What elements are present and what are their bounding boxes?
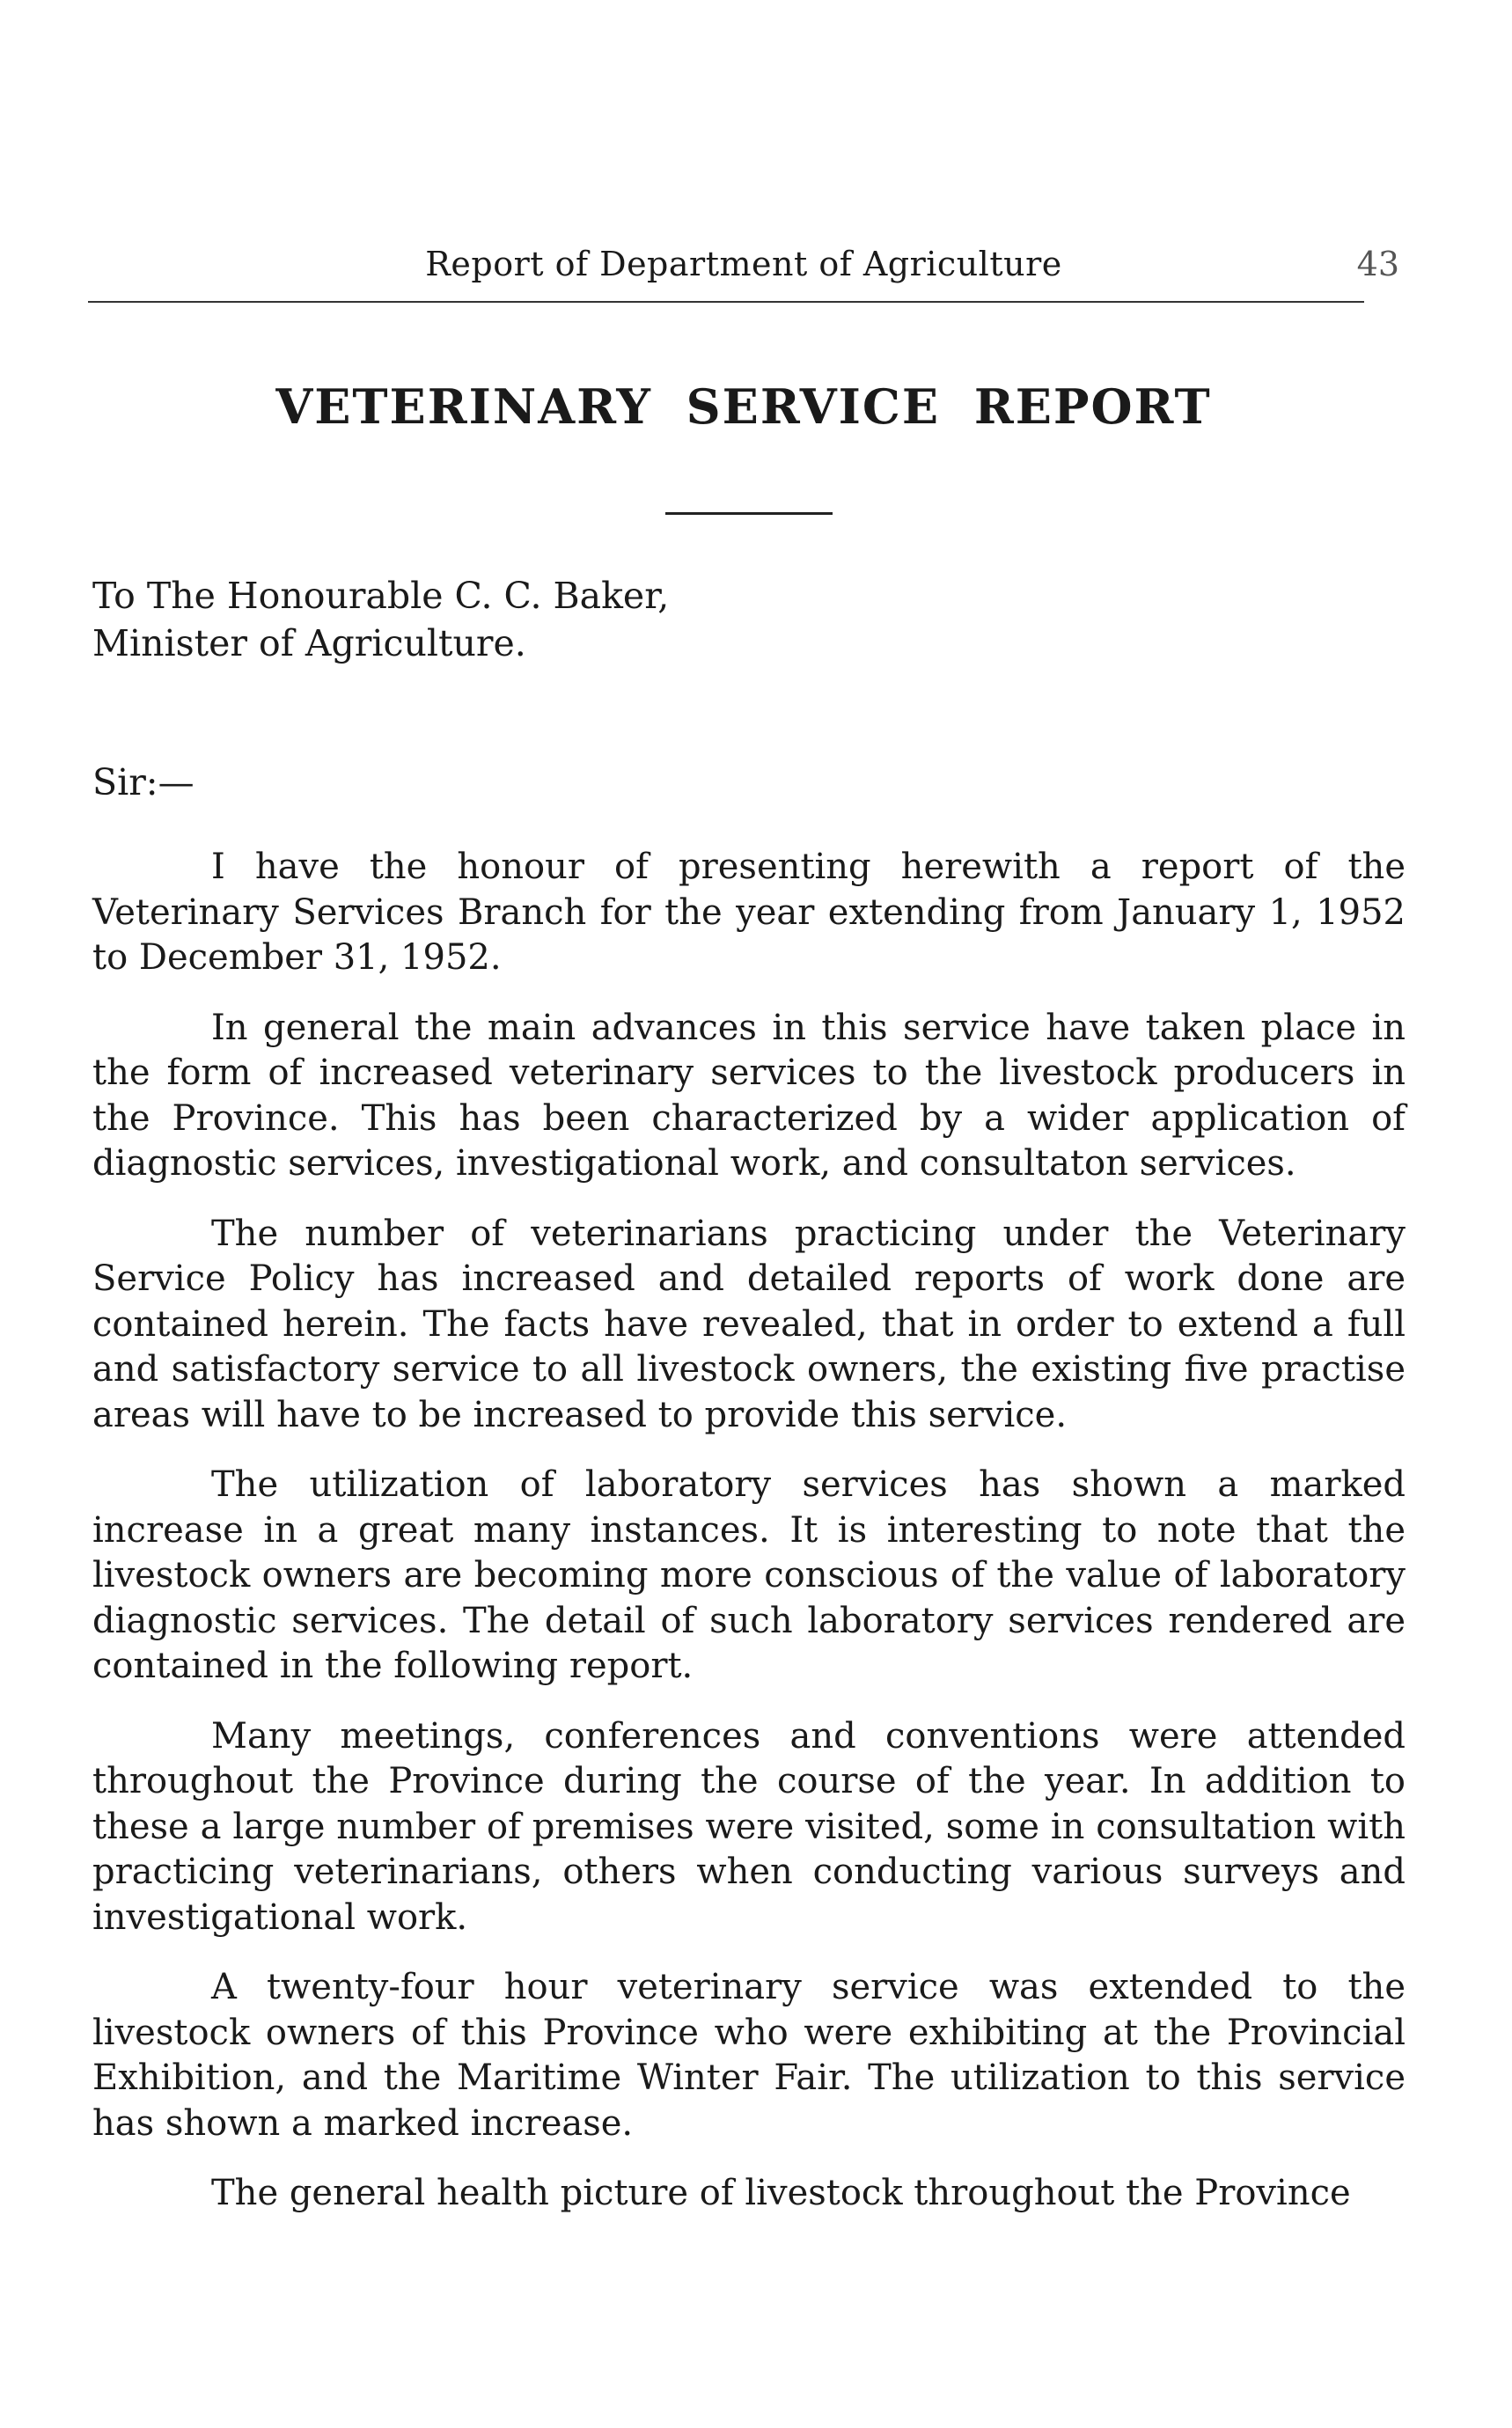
running-title: Report of Department of Agriculture bbox=[425, 245, 1062, 283]
page-header bbox=[88, 238, 1399, 299]
paragraph: A twenty-four hour veterinary service was extended to the livestock owners of this Province who were exhibiting at the Provincial Exhibition, and the Maritime Winter Fair. The utilization to this service has shown a marked increase. bbox=[92, 1967, 1406, 2144]
page-number: 43 bbox=[1356, 245, 1399, 283]
addressee-line-2: Minister of Agriculture. bbox=[92, 622, 526, 664]
title-rule bbox=[665, 512, 833, 515]
paragraph: In general the main advances in this service have taken place in the form of increased veterinary services to the livestock producers in the Province. This has been characterized by a wider application of diagnostic services, investigational work, and consultaton services. bbox=[92, 1007, 1406, 1184]
report-title: VETERINARY SERVICE REPORT bbox=[275, 378, 1212, 435]
report-body bbox=[92, 845, 1406, 2241]
paragraph: I have the honour of presenting herewith a report of the Veterinary Services Branch for the year extending from January 1, 1952 to December 31, 1952. bbox=[92, 847, 1406, 978]
addressee-line-1: To The Honourable C. C. Baker, bbox=[92, 575, 670, 617]
paragraph: The utilization of laboratory services has shown a marked increase in a great many instances. It is interesting to note that the livestock owners are becoming more conscious of the value of laboratory diagnostic services. The detail of such laboratory services rendered are contained in the following report. bbox=[92, 1464, 1406, 1686]
header-rule bbox=[88, 301, 1364, 303]
paragraph: The number of veterinarians practicing under the Veterinary Service Policy has increased and detailed reports of work done are contained herein. The facts have revealed, that in order to extend a full and satisfactory service to all livestock owners, the existing five practise areas will have to be increased to provide this service. bbox=[92, 1213, 1406, 1435]
salutation: Sir:— bbox=[92, 761, 195, 803]
addressee-block bbox=[92, 572, 669, 667]
paragraph: Many meetings, conferences and conventions were attended throughout the Province during the course of the year. In addition to these a large number of premises were visited, some in consultation with practicing veterinarians, others when conducting various surveys and investigational work. bbox=[92, 1715, 1406, 1938]
paragraph: The general health picture of livestock throughout the Province bbox=[211, 2173, 1351, 2213]
